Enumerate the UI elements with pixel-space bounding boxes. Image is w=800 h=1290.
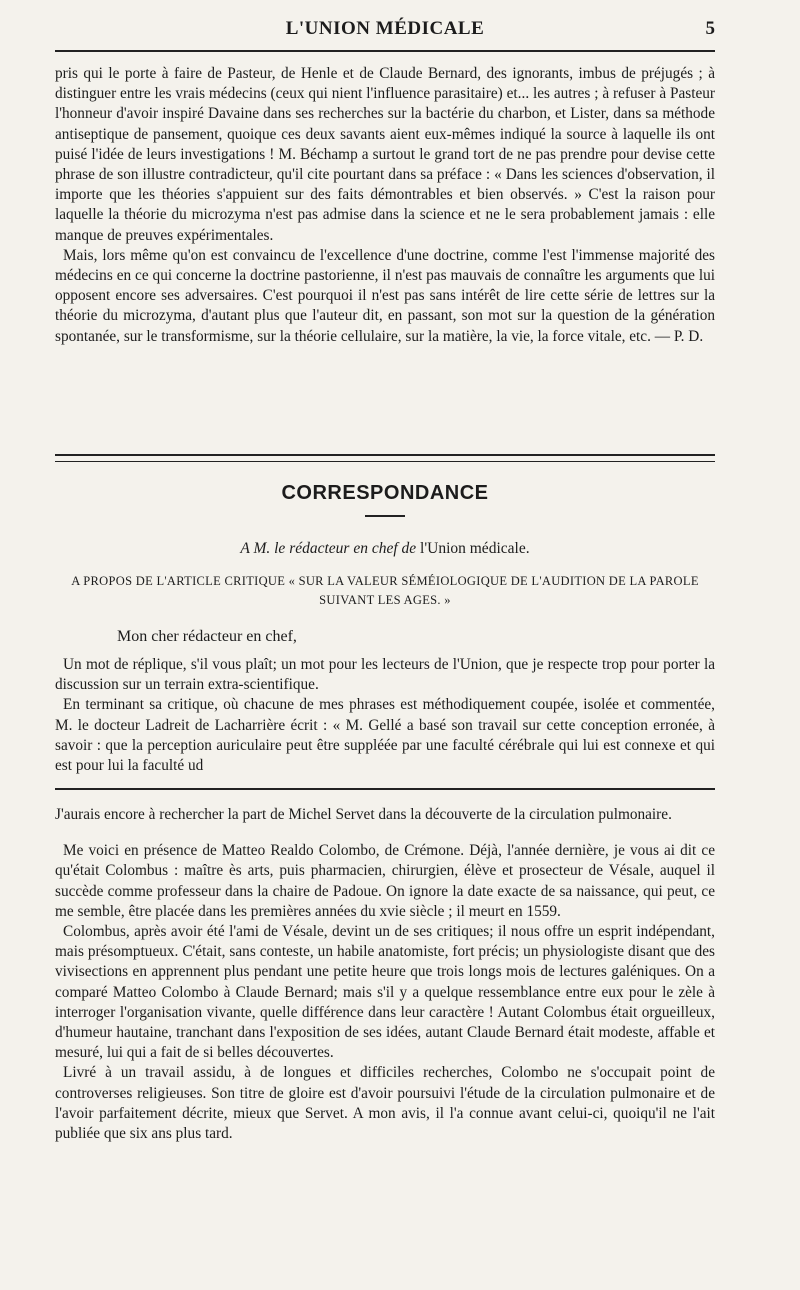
page-number: 5 — [705, 18, 715, 39]
addressee-prefix: A M. le rédacteur en chef de — [240, 540, 417, 557]
heading-underline — [365, 515, 405, 517]
letter-salutation: Mon cher rédacteur en chef, — [117, 628, 297, 645]
journal-title: L'UNION MÉDICALE — [285, 18, 485, 39]
letter-body — [55, 655, 715, 776]
subject-line-2: SUIVANT LES AGES. » — [319, 593, 451, 607]
history-paragraph-3: Colombus, après avoir été l'ami de Vésale, devint un de ses critiques; il nous offre un esprit indépendant, mais présomptueux. C'était, sans conteste, un habile anatomiste, fort précis; un physiologiste disant que des vivisections en apprennent plus pendant une petite heure que trois longs mois de lectures galéniques. On a comparé Matteo Colombo à Claude Bernard; mais s'il y a quelque ressemblance entre eux pour le zèle à interroger l'organisation vivante, quelle différence dans leur caractère ! Autant Colombus était orgueilleux, d'humeur hautaine, tranchant dans l'exposition de ses idées, autant Claude Bernard était modeste, affable et mesuré, lui qui a fait de si belles découvertes. — [55, 923, 715, 1062]
history-paragraph-1: J'aurais encore à rechercher la part de Michel Servet dans la découverte de la circulation pulmonaire. — [55, 806, 672, 823]
subject-line-1: A PROPOS DE L'ARTICLE CRITIQUE « SUR LA VALEUR SÉMÉIOLOGIQUE DE L'AUDITION DE LA PAROLE — [71, 574, 699, 588]
correspondence-heading: CORRESPONDANCE — [281, 482, 489, 504]
addressee-journal: l'Union médicale. — [420, 540, 530, 557]
header-rule — [55, 50, 715, 52]
history-paragraph-4: Livré à un travail assidu, à de longues et difficiles recherches, Colombo ne s'occupait point de controverses religieuses. Son titre de gloire est d'avoir poursuivi l'étude de la circulation pulmonaire et de l'avoir parfaitement décrite, mieux que Servet. A mon avis, il l'a connue avant celui-ci, quoiqu'il ne l'ait publiée que six ans plus tard. — [55, 1064, 715, 1143]
history-section — [55, 805, 715, 1144]
letter-addressee — [55, 540, 715, 558]
history-paragraph-2: Me voici en présence de Matteo Realdo Colombo, de Crémone. Déjà, l'année dernière, je vous ai dit ce qu'était Colombus : maître ès arts, puis pharmacien, chirurgien, élève et prosecteur de Vésale, auquel il succède comme professeur dans la chaire de Padoue. On ignore la date exacte de sa naissance, qui peut, ce me semble, être placée dans les premières années du xvie siècle ; il meurt en 1559. — [55, 842, 715, 920]
review-paragraph-1: pris qui le porte à faire de Pasteur, de Henle et de Claude Bernard, des ignorants, imbus de préjugés ; à distinguer entre les vrais médecins (ceux qui nient l'influence parasitaire) et... les autres ; à refuser à Pasteur l'honneur d'avoir inspiré Davaine dans ses recherches sur la bactérie du charbon, et Lister, dans sa méthode antiseptique de pansement, quoique ces deux savants aient eux-mêmes indiqué la source à laquelle ils ont puisé l'idée de leurs investigations ! M. Béchamp a surtout le grand tort de ne pas prendre pour devise cette phrase de son illustre contradicteur, qu'il cite pourtant dans sa préface : « Dans les sciences d'observation, il importe que les théories s'appuient sur des faits démontrables et bien observés. » C'est la raison pour laquelle la théorie du microzyma n'est pas admise dans la science et ne le sera probablement jamais : elle manque de preuves expérimentales. — [55, 65, 715, 244]
letter-paragraph-1: Un mot de réplique, s'il vous plaît; un mot pour les lecteurs de l'Union, que je respecte trop pour porter la discussion sur un terrain extra-scientifique. — [55, 656, 715, 694]
column-divider — [55, 788, 715, 790]
letter-subject — [55, 572, 715, 610]
review-paragraph-2: Mais, lors même qu'on est convaincu de l'excellence d'une doctrine, comme l'est l'immense majorité des médecins en ce qui concerne la doctrine pastorienne, il n'est pas mauvais de connaître les arguments que lui opposent encore ses adversaires. C'est pourquoi il n'est pas sans intérêt de lire cette série de lettres sur la théorie du microzyma, d'autant plus que l'auteur dit, en passant, son mot sur la question de la génération spontanée, sur le transformisme, sur la théorie cellulaire, sur la matière, la vie, la force vitale, etc. — P. D. — [55, 246, 715, 345]
page-header — [55, 14, 715, 46]
section-divider — [55, 454, 715, 462]
letter-paragraph-2: En terminant sa critique, où chacune de mes phrases est méthodiquement coupée, isolée et commentée, M. le docteur Ladreit de Lacharrière écrit : « M. Gellé a basé son travail sur cette conception erronée, à savoir : que la perception auriculaire peut être suppléée par une faculté cérébrale qui lui est connexe et qui est pour lui la faculté ud — [55, 696, 715, 775]
review-continuation — [55, 64, 715, 347]
